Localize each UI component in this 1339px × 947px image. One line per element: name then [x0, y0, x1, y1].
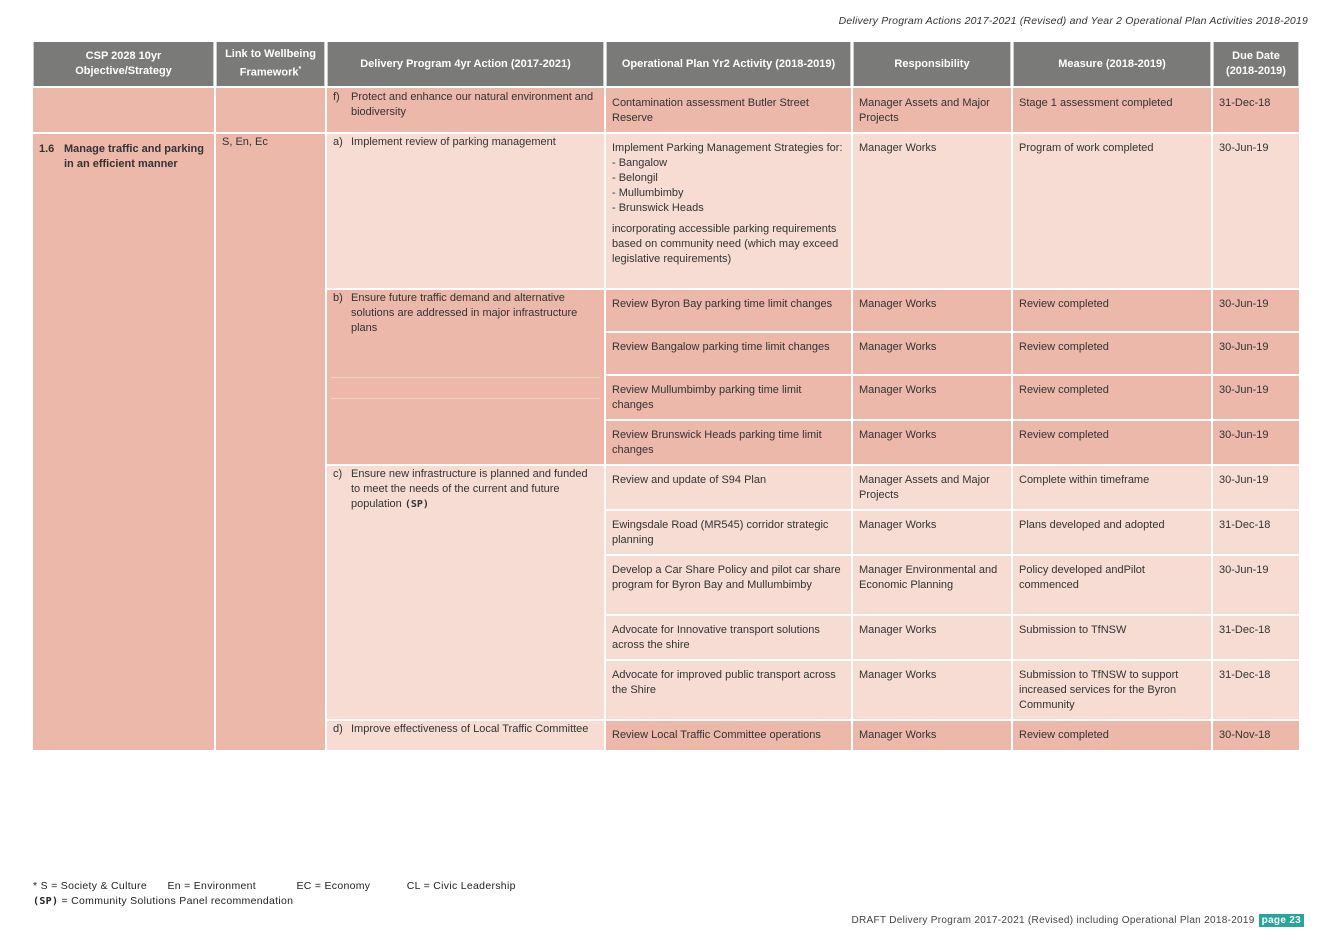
legend-cl: CL = Civic Leadership [406, 880, 516, 892]
action-b-measure-4: Review completed [1013, 421, 1211, 464]
legend-en: En = Environment [167, 880, 256, 892]
action-c-due-5: 31-Dec-18 [1213, 661, 1299, 719]
action-b-responsibility-3: Manager Works [853, 376, 1011, 419]
row-f-activity: Contamination assessment Butler Street Reserve [606, 88, 851, 132]
col-header-measure: Measure (2018-2019) [1013, 42, 1211, 86]
action-b-due-4: 30-Jun-19 [1213, 421, 1299, 464]
action-c-activity-4: Advocate for Innovative transport solutions across the shire [606, 616, 851, 659]
page-header: Delivery Program Actions 2017-2021 (Revised) and Year 2 Operational Plan Activities 2018-2019 [838, 15, 1308, 27]
footnote-legend [33, 880, 516, 892]
action-a: a) Implement review of parking management [327, 134, 604, 288]
row-f-action: f) Protect and enhance our natural environment and biodiversity [327, 88, 604, 132]
action-b-measure-1: Review completed [1013, 290, 1211, 331]
strategy-cell [33, 134, 214, 750]
action-c-measure-2: Plans developed and adopted [1013, 511, 1211, 554]
action-c-due-1: 30-Jun-19 [1213, 466, 1299, 509]
row-f-wellbeing [216, 88, 325, 132]
action-c-measure-4: Submission to TfNSW [1013, 616, 1211, 659]
page-number: page 23 [1259, 914, 1304, 927]
action-c-measure-1: Complete within timeframe [1013, 466, 1211, 509]
action-c-activity-5: Advocate for improved public transport across the Shire [606, 661, 851, 719]
col-header-responsibility: Responsibility [853, 42, 1011, 86]
action-c-activity-3: Develop a Car Share Policy and pilot car share program for Byron Bay and Mullumbimby [606, 556, 851, 614]
action-b-due-3: 30-Jun-19 [1213, 376, 1299, 419]
row-f-csp [33, 88, 214, 132]
legend-ec: EC = Economy [296, 880, 371, 892]
footnote-sp [33, 895, 293, 907]
action-a-due: 30-Jun-19 [1213, 134, 1299, 288]
action-c-responsibility-1: Manager Assets and Major Projects [853, 466, 1011, 509]
action-d-responsibility: Manager Works [853, 721, 1011, 750]
action-c-responsibility-5: Manager Works [853, 661, 1011, 719]
action-d-due: 30-Nov-18 [1213, 721, 1299, 750]
action-d: d) Improve effectiveness of Local Traffic Committee [327, 721, 604, 750]
action-b-responsibility-2: Manager Works [853, 333, 1011, 374]
action-b: b) Ensure future traffic demand and alternative solutions are addressed in major infrastructure plans [327, 290, 604, 464]
page-footer [851, 914, 1304, 927]
legend-s: * S = Society & Culture [33, 880, 147, 892]
action-a-measure: Program of work completed [1013, 134, 1211, 288]
strategy-number: 1.6 [39, 143, 55, 155]
action-a-activity: Implement Parking Management Strategies for: - Bangalow - Belongil - Mullumbimby - Brunswick Heads incorporating accessible parking requirements based on community need (which may exceed legislative requirements) [606, 134, 851, 288]
action-b-responsibility-1: Manager Works [853, 290, 1011, 331]
action-b-due-2: 30-Jun-19 [1213, 333, 1299, 374]
sp-tag: (SP) [404, 499, 429, 510]
action-c-due-2: 31-Dec-18 [1213, 511, 1299, 554]
action-c-responsibility-4: Manager Works [853, 616, 1011, 659]
row-divider [331, 377, 600, 378]
col-header-csp: CSP 2028 10yr Objective/Strategy [33, 42, 214, 86]
action-c-due-4: 31-Dec-18 [1213, 616, 1299, 659]
action-c-measure-5: Submission to TfNSW to support increased services for the Byron Community [1013, 661, 1211, 719]
col-header-dp-action: Delivery Program 4yr Action (2017-2021) [327, 42, 604, 86]
action-b-activity-2: Review Bangalow parking time limit changes [606, 333, 851, 374]
footer-text: DRAFT Delivery Program 2017-2021 (Revised) including Operational Plan 2018-2019 [851, 915, 1255, 926]
strategy-text: Manage traffic and parking in an efficient manner [64, 143, 204, 170]
action-c-responsibility-2: Manager Works [853, 511, 1011, 554]
action-d-measure: Review completed [1013, 721, 1211, 750]
action-c-responsibility-3: Manager Environmental and Economic Planning [853, 556, 1011, 614]
col-header-due-date: Due Date (2018-2019) [1213, 42, 1299, 86]
action-c-activity-2: Ewingsdale Road (MR545) corridor strategic planning [606, 511, 851, 554]
strategy-wellbeing: S, En, Ec [216, 134, 325, 750]
action-b-activity-1: Review Byron Bay parking time limit changes [606, 290, 851, 331]
col-header-wellbeing: Link to Wellbeing Framework* [216, 42, 325, 86]
action-b-due-1: 30-Jun-19 [1213, 290, 1299, 331]
action-b-activity-3: Review Mullumbimby parking time limit changes [606, 376, 851, 419]
sp-tag: (SP) [33, 896, 59, 907]
action-c: c) Ensure new infrastructure is planned and funded to meet the needs of the current and future population (SP) [327, 466, 604, 719]
row-f-responsibility: Manager Assets and Major Projects [853, 88, 1011, 132]
action-b-measure-2: Review completed [1013, 333, 1211, 374]
action-d-activity: Review Local Traffic Committee operations [606, 721, 851, 750]
action-c-measure-3: Policy developed andPilot commenced [1013, 556, 1211, 614]
sp-description: = Community Solutions Panel recommendation [61, 895, 294, 907]
action-b-activity-4: Review Brunswick Heads parking time limit changes [606, 421, 851, 464]
action-b-responsibility-4: Manager Works [853, 421, 1011, 464]
action-c-activity-1: Review and update of S94 Plan [606, 466, 851, 509]
row-f-due: 31-Dec-18 [1213, 88, 1299, 132]
col-header-op-activity: Operational Plan Yr2 Activity (2018-2019) [606, 42, 851, 86]
action-a-responsibility: Manager Works [853, 134, 1011, 288]
action-b-measure-3: Review completed [1013, 376, 1211, 419]
action-c-due-3: 30-Jun-19 [1213, 556, 1299, 614]
row-divider [331, 398, 600, 399]
row-f-measure: Stage 1 assessment completed [1013, 88, 1211, 132]
